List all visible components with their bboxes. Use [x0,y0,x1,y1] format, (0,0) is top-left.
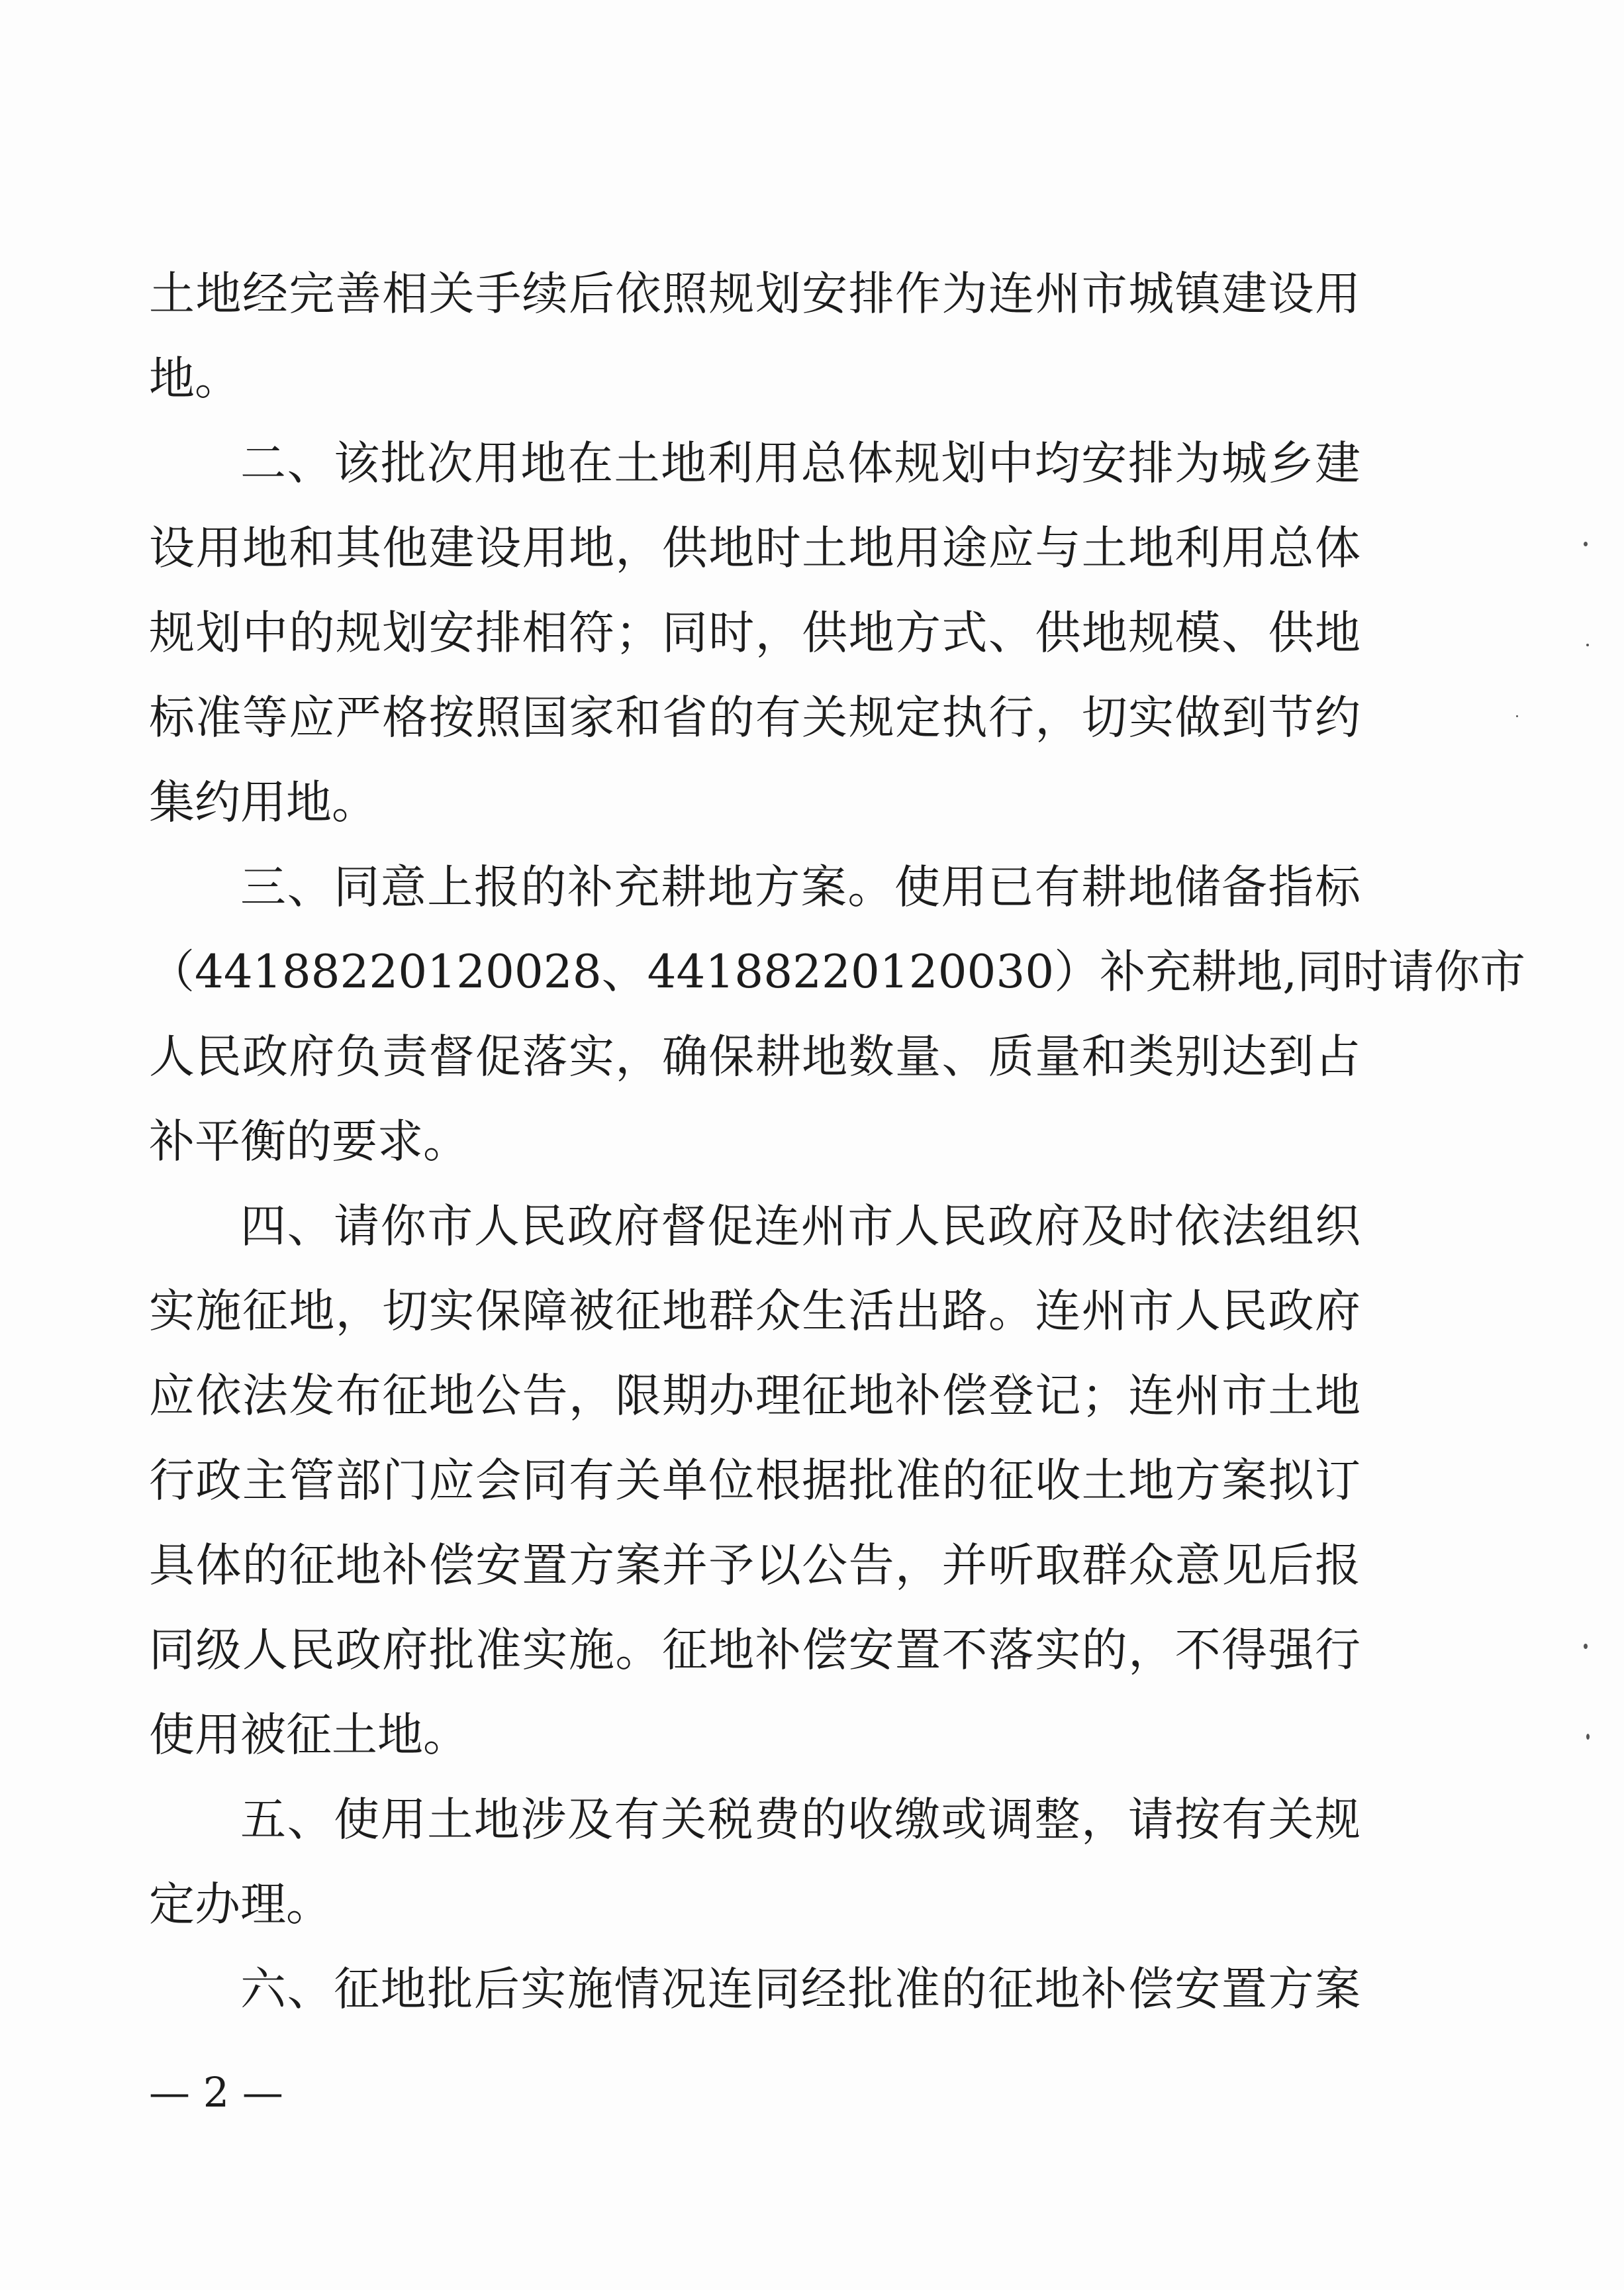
text-line: 定办理。 [149,1878,332,1931]
text-line: 补平衡的要求。 [149,1115,469,1168]
scan-speck [1584,1644,1588,1649]
document-body [149,252,1526,2032]
paragraph-2-start: 二、该批次用地在土地利用总体规划中均安排为城乡建 [240,437,1361,490]
scan-speck [1516,715,1518,717]
paragraph-3-start: 三、同意上报的补充耕地方案。使用已有耕地储备指标 [240,861,1361,914]
text-line: 行政主管部门应会同有关单位根据批准的征收土地方案拟订 [149,1454,1361,1507]
text-line: 实施征地，切实保障被征地群众生活出路。连州市人民政府 [149,1285,1361,1338]
text-line: 使用被征土地。 [149,1709,469,1762]
text-line: 同级人民政府批准实施。征地补偿安置不落实的，不得强行 [149,1624,1361,1677]
text-line: 设用地和其他建设用地，供地时土地用途应与土地利用总体 [149,522,1361,575]
text-line: （44188220120028、44188220120030）补充耕地,同时请你市 [149,946,1526,999]
text-line: 应依法发布征地公告，限期办理征地补偿登记；连州市土地 [149,1369,1361,1422]
text-line: 标准等应严格按照国家和省的有关规定执行，切实做到节约 [149,691,1361,744]
text-line: 具体的征地补偿安置方案并予以公告，并听取群众意见后报 [149,1539,1361,1592]
scan-speck [1586,1734,1590,1740]
text-line: 土地经完善相关手续后依照规划安排作为连州市城镇建设用 [149,268,1361,321]
paragraph-6-start: 六、征地批后实施情况连同经批准的征地补偿安置方案 [240,1963,1361,2016]
page-number: — 2 — [149,2068,283,2116]
text-line: 人民政府负责督促落实，确保耕地数量、质量和类别达到占 [149,1030,1361,1083]
text-line: 地。 [149,352,240,405]
paragraph-4-start: 四、请你市人民政府督促连州市人民政府及时依法组织 [240,1200,1361,1253]
scan-speck [1586,644,1589,646]
text-line: 规划中的规划安排相符；同时，供地方式、供地规模、供地 [149,607,1361,660]
scan-speck [1584,542,1588,546]
text-line: 集约用地。 [149,776,377,829]
paragraph-5-start: 五、使用土地涉及有关税费的收缴或调整，请按有关规 [240,1793,1361,1846]
